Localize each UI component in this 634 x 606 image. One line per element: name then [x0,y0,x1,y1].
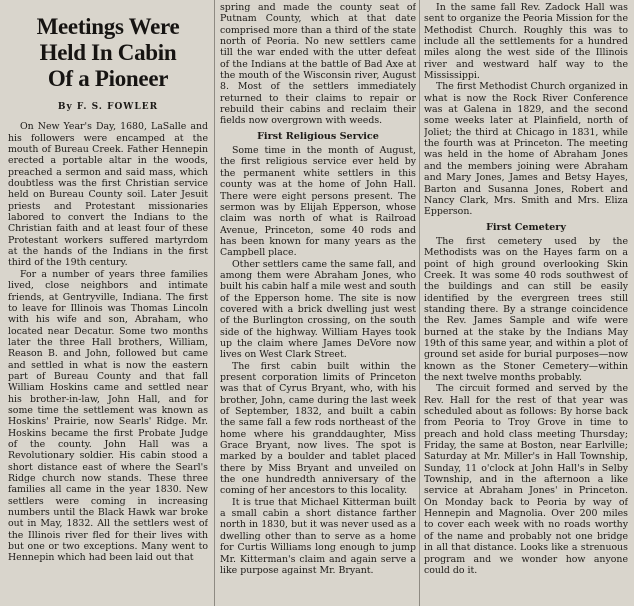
column-rule [419,0,420,606]
headline-line: Of a Pioneer [47,66,169,91]
paragraph: The first cabin built within the present corporation limits of Princeton was that of Cyrus Bryant, who, with his brother, John, came during the last week of September, 1832, and built a cabin the same fall a few rods northeast of the home where his granddaughter, Miss Grace Bryant, now lives. The spot is marked by a boulder and tablet placed there by Miss Bryant and unveiled on the one hundredth anniversary of the coming of her ancestors to this locality. [220,360,416,497]
paragraph: It is true that Michael Kitterman built a small cabin a short distance farther north in 1830, but it was never used as a dwelling other than to serve as a home for Curtis Williams long enough to jump Mr. Kitterman's claim and again serve a like purpose against Mr. Bryant. [220,496,416,576]
paragraph: The circuit formed and served by the Rev. Hall for the rest of that year was scheduled about as follows: By horse back from Peoria to Troy Grove in time to preach and hold class meeting Thursday; Friday, the same at Boston, near Earlville; Saturday at Mr. Miller's in Hall Township, Sunday, 11 o'clock at John Hall's in Selby Township, and in the afternoon a like service at Abraham Jones' in Princeton. On Monday back to Peoria by way of Hennepin and Magnolia. Over 200 miles to cover each week with no roads worthy of the name and probably not one bridge in all that distance. Looks like a strenuous program and we wonder how anyone could do it. [424,383,628,576]
headline-line: Meetings Were [36,14,180,39]
paragraph: Some time in the month of August, the first religious service ever held by the permanent white settlers in this county was at the home of John Hall. There were eight persons present. The sermon was by Elijah Epperson, whose claim was north of what is Railroad Avenue, Princeton, some 40 rods and has been known for many years as the Campbell place. [220,145,416,259]
subheading: First Religious Service [257,130,379,142]
paragraph: The first Methodist Church organized in what is now the Rock River Conference was at Galena in 1829, and the second some weeks later at Plainfield, north of Joliet; the third at Chicago in 1831, while the fourth was at Princeton. The meeting was held in the home of Abraham Jones and the members joining were Abraham and Mary Jones, James and Betsy Hayes, Barton and Susanna Jones, Robert and Nancy Clark, Mrs. Smith and Mrs. Eliza Epperson. [424,81,628,218]
paragraph: The first cemetery used by the Methodists was on the Hayes farm on a point of high ground overlooking Skin Creek. It was some 40 rods southwest of the buildings and can still be easily identified by the evergreen trees still standing there. By a strange coincidence the Rev. James Sample and wife were burned at the stake by the Indians May 19th of this same year, and within a plot of ground set aside for burial purposes—now known as the Stoner Cemetery—within the next twelve months probably. [424,235,628,383]
column-rule [214,0,215,606]
headline [8,14,208,92]
column-1 [8,2,208,604]
paragraph: On New Year's Day, 1680, LaSalle and his followers were encamped at the mouth of Bureau Creek. Father Hennepin erected a portable altar in the woods, preached a sermon and said mass, which doubtless was the first Christian service held on Bureau County soil. Later Jesuit priests and Protestant missionaries labored to convert the Indians to the Christian faith and at least four of these Protestant workers suffered martyrdom at the hands of the Indians in the first third of the 19th century. [8,121,208,269]
paragraph: For a number of years three families lived, close neighbors and intimate friends, at Gentryville, Indiana. The first to leave for Illinois was Thomas Lincoln with his wife and son, Abraham, who located near Decatur. Some two months later the three Hall brothers, William, Reason B. and John, followed but came and settled in what is now the eastern part of Bureau County and that fall William Hoskins came and settled near his brother-in-law, John Hall, and for some time the settlement was known as Hoskins' Prairie, now Searls' Ridge. Mr. Hoskins became the first Probate Judge of the county. John Hall was a Revolutionary soldier. His cabin stood a short distance east of where the Searl's Ridge church now stands. These three families all came in the year 1830. New settlers were coming in increasing numbers until the Black Hawk war broke out in May, 1832. All the settlers west of the Illinois river fled for their lives with but one or two exceptions. Many went to Hennepin which had been laid out that [8,268,208,564]
paragraph: Other settlers came the same fall, and among them were Abraham Jones, who built his cabin half a mile west and south of the Epperson home. The site is now covered with a brick dwelling just west of the Burlington crossing, on the south side of the highway. William Hayes took up the claim where James DeVore now lives on West Clark Street. [220,258,416,361]
column-2 [220,2,416,604]
headline-line: Held In Cabin [39,40,177,65]
paragraph-continued: spring and made the county seat of Putnam County, which at that date comprised more than a third of the state north of Peoria. No new settlers came till the war ended with the utter defeat of the Indians at the battle of Bad Axe at the mouth of the Wisconsin river, August 8. Most of the settlers immediately returned to their claims to repair or rebuild their cabins and reclaim their fields now overgrown with weeds. [220,2,416,127]
paragraph: In the same fall Rev. Zadock Hall was sent to organize the Peoria Mission for the Methodist Church. Roughly this was to include all the settlements for a hundred miles along the west side of the Illinois river and westward half way to the Mississippi. [424,2,628,82]
byline: By F. S. FOWLER [57,102,159,112]
subheading: First Cemetery [486,221,566,233]
column-3 [424,2,628,604]
